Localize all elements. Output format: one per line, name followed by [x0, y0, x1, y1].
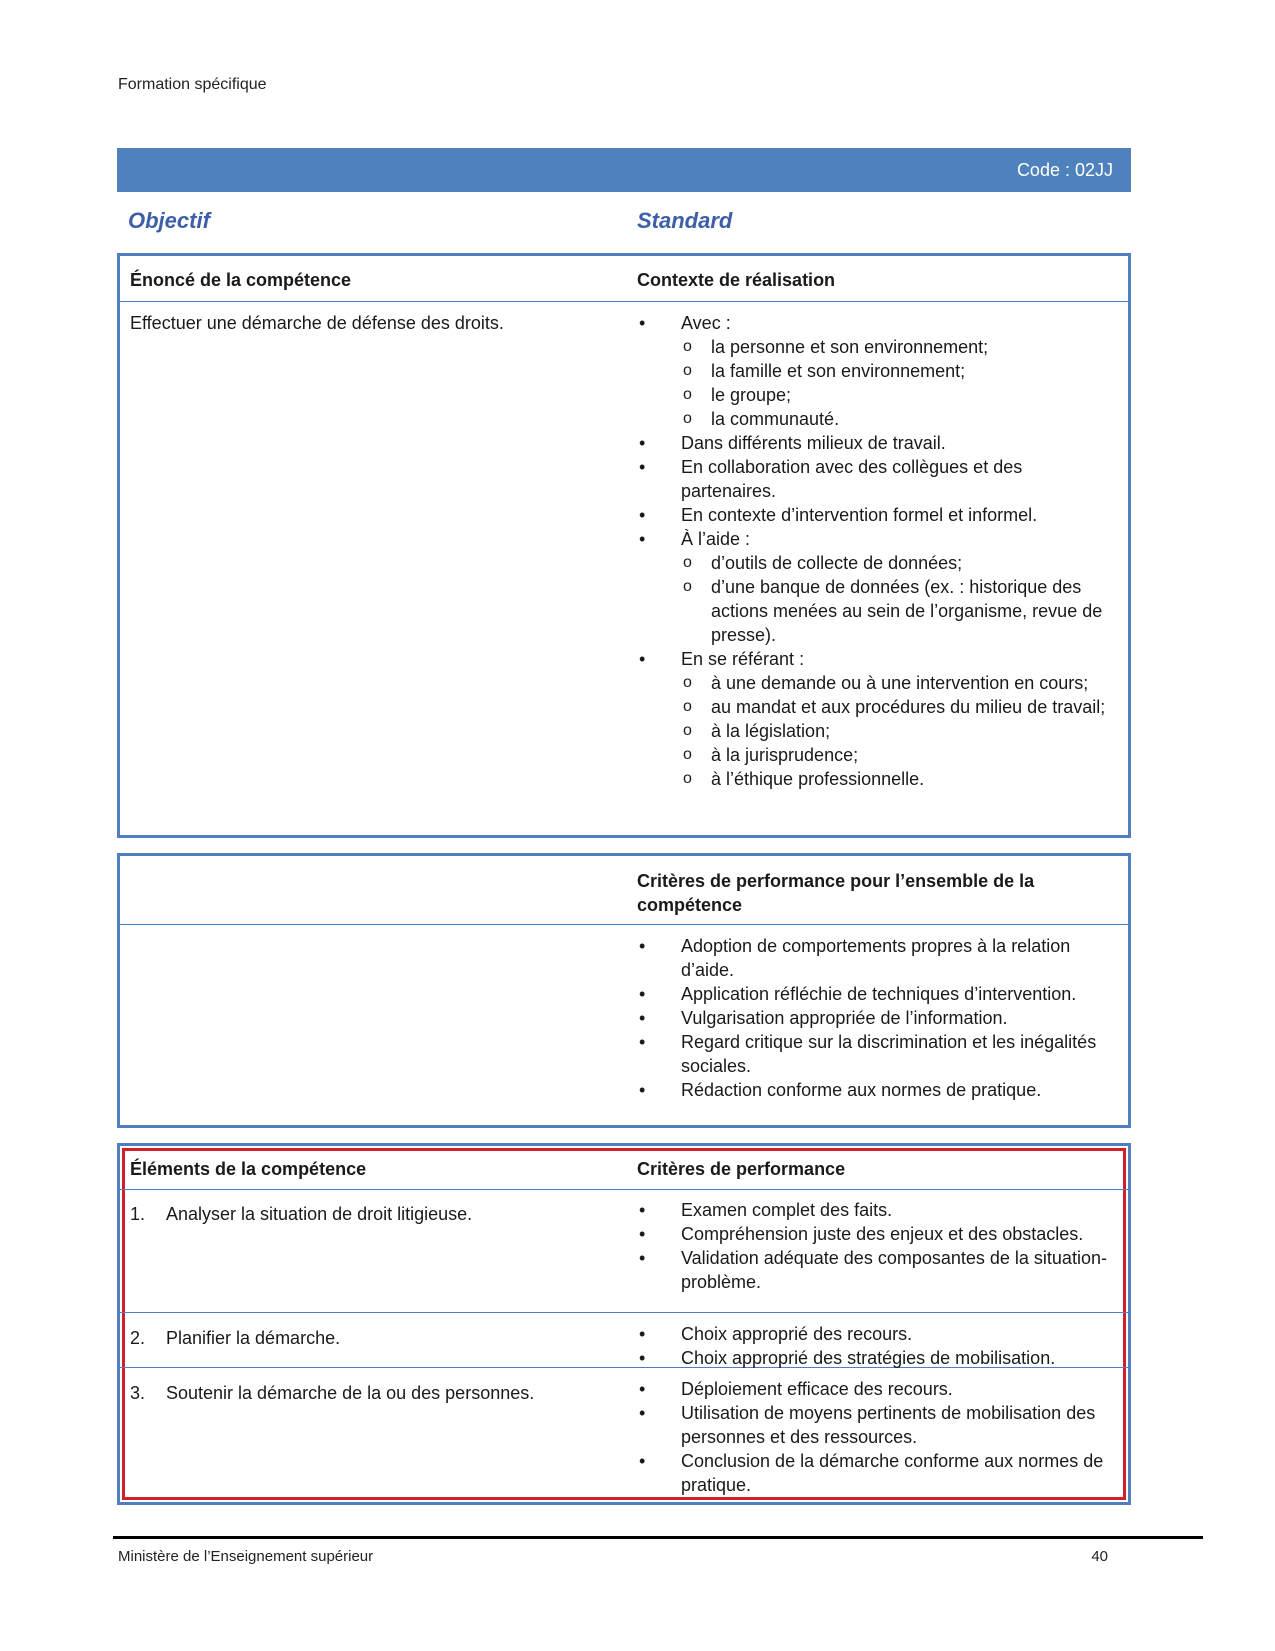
overall-criterion [637, 1078, 1117, 1102]
element-text: Analyser la situation de droit litigieuse. [166, 1204, 473, 1224]
context-item-text: Avec : [681, 313, 731, 333]
performance-criterion-text: Choix approprié des stratégies de mobilisation. [681, 1348, 1056, 1368]
objectif-label: Objectif [128, 208, 210, 233]
element-text: Soutenir la démarche de la ou des personnes. [166, 1383, 535, 1403]
context-subitem [681, 719, 1117, 743]
context-subitem-text: au mandat et aux procédures du milieu de travail; [711, 697, 1106, 717]
context-subitem [681, 767, 1117, 791]
elements-heading: Éléments de la compétence [130, 1159, 367, 1179]
context-item-text: En collaboration avec des collègues et des partenaires. [681, 457, 1023, 501]
performance-criterion-text: Utilisation de moyens pertinents de mobilisation des personnes et des ressources. [681, 1403, 1096, 1447]
context-item [637, 503, 1117, 527]
context-subitem [681, 575, 1117, 647]
context-item [637, 311, 1117, 431]
context-subitem-text: la communauté. [711, 409, 840, 429]
element-number: 3. [130, 1383, 146, 1403]
context-item [637, 431, 1117, 455]
elements-box [117, 1143, 1131, 1505]
row-separator [120, 1312, 1128, 1313]
performance-heading: Critères de performance [637, 1159, 846, 1179]
context-subitem-text: à la jurisprudence; [711, 745, 859, 765]
context-item-text: En contexte d’intervention formel et informel. [681, 505, 1038, 525]
performance-criterion-text: Compréhension juste des enjeux et des obstacles. [681, 1224, 1084, 1244]
competence-box [117, 253, 1131, 838]
context-subitem-text: la famille et son environnement; [711, 361, 966, 381]
element-item [130, 1202, 620, 1226]
performance-criterion [637, 1346, 1117, 1370]
context-heading: Contexte de réalisation [637, 270, 836, 290]
code-bar [117, 148, 1131, 192]
context-subitem-text: à l’éthique professionnelle. [711, 769, 925, 789]
competence-heading: Énoncé de la compétence [130, 270, 352, 290]
overall-criterion [637, 982, 1117, 1006]
overall-criteria-heading: Critères de performance pour l’ensemble de la compétence [637, 871, 1035, 915]
element-text: Planifier la démarche. [166, 1328, 341, 1348]
element-criteria-list [637, 1198, 1117, 1294]
overall-criterion-text: Regard critique sur la discrimination et les inégalités sociales. [681, 1032, 1097, 1076]
performance-criterion-text: Choix approprié des recours. [681, 1324, 913, 1344]
context-sublist [681, 671, 1117, 791]
context-subitem-text: la personne et son environnement; [711, 337, 989, 357]
performance-criterion-text: Déploiement efficace des recours. [681, 1379, 953, 1399]
overall-criterion [637, 934, 1117, 982]
footer-ministry: Ministère de l’Enseignement supérieur [118, 1548, 374, 1565]
overall-criterion [637, 1030, 1117, 1078]
section-header: Formation spécifique [118, 76, 267, 93]
performance-criterion [637, 1198, 1117, 1222]
footer [118, 1548, 1108, 1565]
performance-criterion [637, 1322, 1117, 1346]
page-number: 40 [1091, 1548, 1108, 1565]
performance-criterion [637, 1401, 1117, 1449]
context-subitem [681, 383, 1117, 407]
competence-code: Code : 02JJ [1016, 160, 1113, 180]
context-subitem-text: le groupe; [711, 385, 792, 405]
footer-rule [113, 1536, 1203, 1539]
overall-criteria-list [637, 934, 1117, 1102]
context-item [637, 527, 1117, 647]
performance-criterion-text: Validation adéquate des composantes de la situation-problème. [681, 1248, 1107, 1292]
context-list [637, 311, 1117, 791]
overall-criterion-text: Vulgarisation appropriée de l’information. [681, 1008, 1008, 1028]
element-criteria-list [637, 1377, 1117, 1497]
context-subitem [681, 671, 1117, 695]
overall-criterion [637, 1006, 1117, 1030]
performance-criterion [637, 1246, 1117, 1294]
context-subitem-text: à une demande ou à une intervention en cours; [711, 673, 1089, 693]
element-criteria-list [637, 1322, 1117, 1370]
overall-criterion-text: Rédaction conforme aux normes de pratique. [681, 1080, 1042, 1100]
overall-criterion-text: Adoption de comportements propres à la relation d’aide. [681, 936, 1071, 980]
context-subitem [681, 743, 1117, 767]
context-item-text: En se référant : [681, 649, 805, 669]
overall-criterion-text: Application réfléchie de techniques d’intervention. [681, 984, 1077, 1004]
context-subitem-text: d’une banque de données (ex. : historique des actions menées au sein de l’organisme, revue de presse). [711, 577, 1103, 645]
context-item [637, 455, 1117, 503]
element-item [130, 1326, 620, 1350]
performance-criterion [637, 1222, 1117, 1246]
element-item [130, 1381, 620, 1405]
element-number: 2. [130, 1328, 146, 1348]
context-subitem [681, 335, 1117, 359]
standard-label: Standard [637, 208, 733, 233]
performance-criterion [637, 1449, 1117, 1497]
performance-criterion-text: Conclusion de la démarche conforme aux normes de pratique. [681, 1451, 1104, 1495]
context-item-text: Dans différents milieux de travail. [681, 433, 946, 453]
context-subitem [681, 359, 1117, 383]
performance-criterion [637, 1377, 1117, 1401]
context-subitem [681, 551, 1117, 575]
overall-criteria-box [117, 853, 1131, 1128]
context-subitem-text: à la législation; [711, 721, 831, 741]
context-sublist [681, 551, 1117, 647]
context-subitem [681, 695, 1117, 719]
context-item-text: À l’aide : [681, 529, 751, 549]
performance-criterion-text: Examen complet des faits. [681, 1200, 893, 1220]
context-item [637, 647, 1117, 791]
context-subitem-text: d’outils de collecte de données; [711, 553, 963, 573]
context-sublist [681, 335, 1117, 431]
element-number: 1. [130, 1204, 146, 1224]
competence-statement: Effectuer une démarche de défense des droits. [130, 313, 504, 333]
context-subitem [681, 407, 1117, 431]
